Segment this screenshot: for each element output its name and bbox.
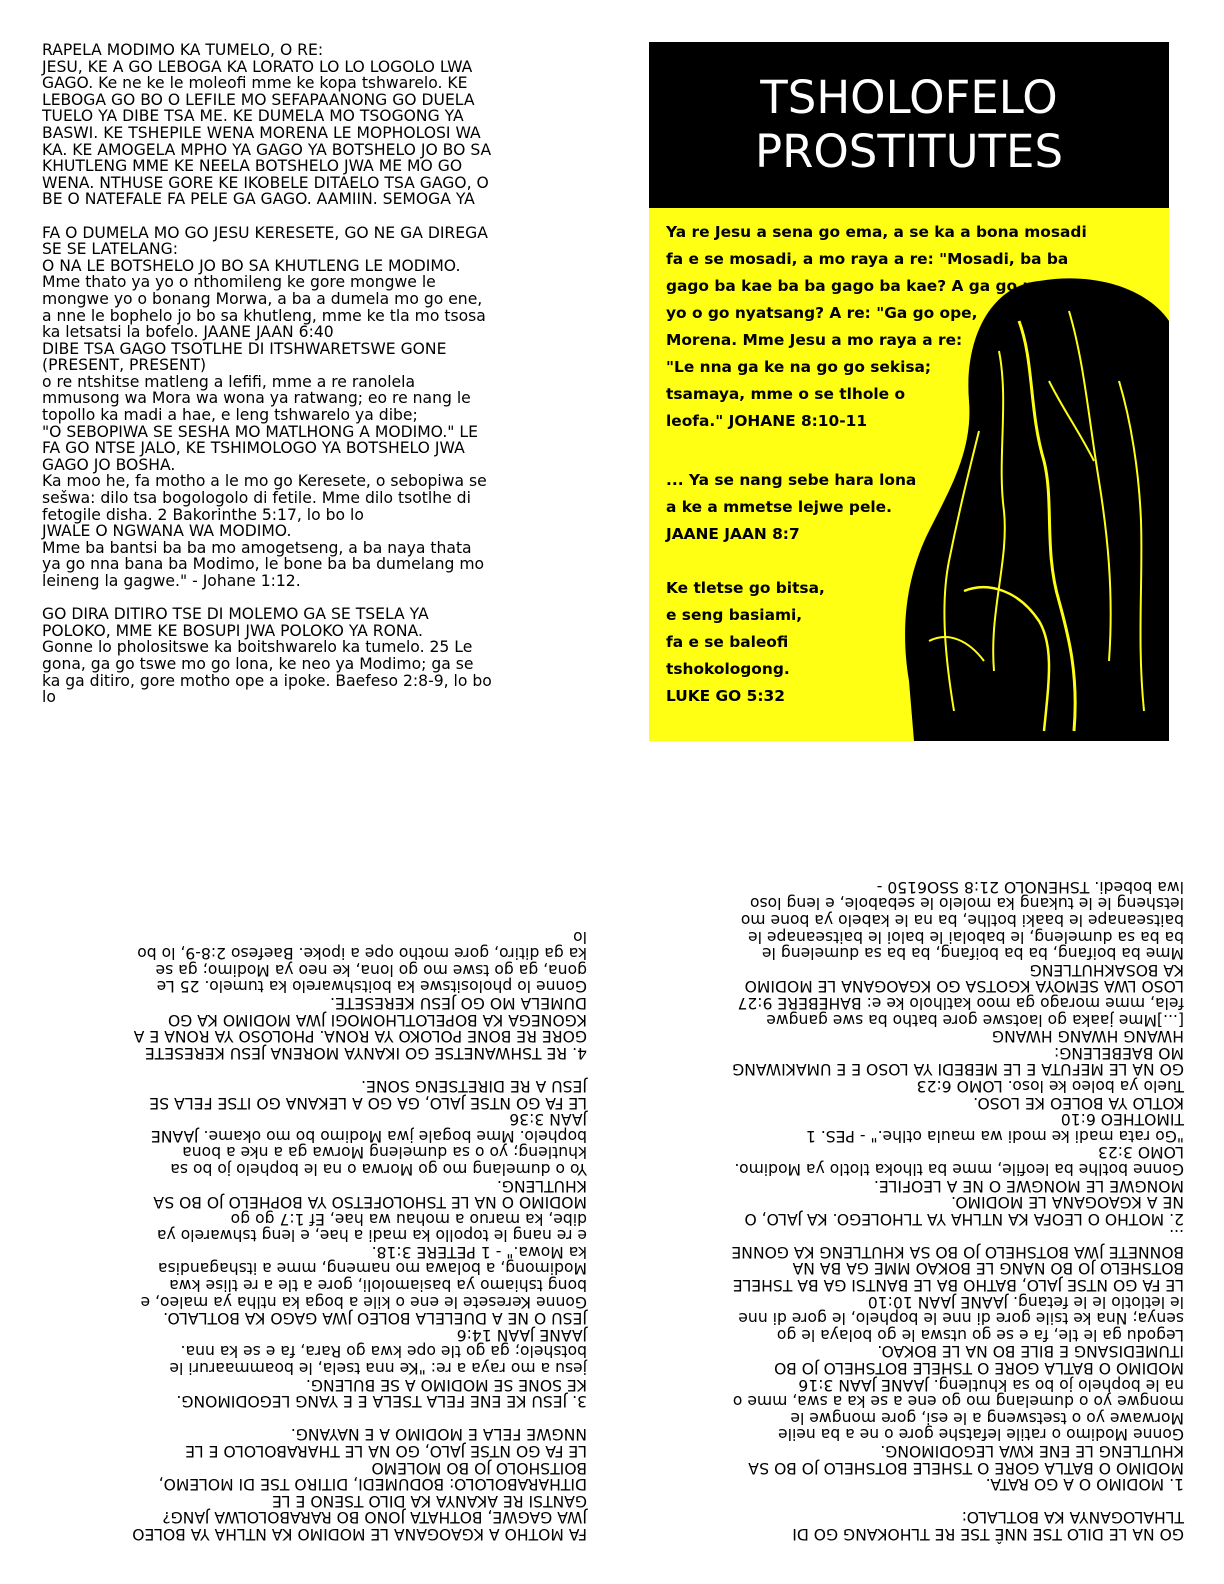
- four-truths-text: GO NA LE DILO TSE NNÊ TSE RE TLHOKANG GO DI TLHALOGANYA KA BOTLALO: 1. MODIMO O A GO RATA. MODIMO O BATLA GORE O TSHELE BOTSHELO JO BO SA KHUTLENG LE ENE KWA LEGODIMONG. Gonne Modimo o ratile lefatshe gore o ne a ba neile Morwawe yo o tsetsweng a le esi, gore mongwe le mongwe yo o dumelang mo go ene a se ka a swa, mme o na le bophelo jo bo sa khutleng. JAANE JAAN 3:16 MODIMO O BATLA GORE O TSHELE BOTSHELO JO BO ITUMEDISANG E BILE BO NA LE BOKAO. Legodu ga le tle, fa e se go utswa le go bolaya le go senya; Nna ke tsile gore di nne le bophelo, le gore di nne le letlotlo le le fetang. JAANE JAAN 10:10 LE FA GO NTSE JALO, BATHO BA LE BANTSI GA BA TSHELE BOTSHELO JO BO NANG LE BOKAO MME GA BA NA BONNETE JWA BOTSHELO JO BO SA KHUTLENG KA GONNE ... 2. MOTHO O LEOFA KA NTLHA YA TLHOLEGO. KA JALO, O NE A KGAOGANA LE MODIMO. MONGWE LE MONGWE O NE A LEOFILE. Gonne botlhe ba leofile, mme ba tlhoka tlotlo ya Modimo. LOMO 3:23 "Go rata madi ke modi wa maula otlhe." - PES. 1 TIMOTHEO 6:10 KOTLO YA BOLEO KE LOSO. Tuelo ya boleo ke loso. LOMO 6:23 GO NA LE MEFUTA E LE MEBEDI YA LOSO E E UMAKIWANG MO BAEBELENG: HWANG HWANG HWANG [...]Mme jaaka go laotswe gore batho ba swe gangwe fela, mme morago ga moo katlholo ke e: BAHEBERE 9:27 LOSO LWA SEMOYA KGOTSA GO KGAOGANA LE MODIMO KA BOSAKHUTLENG Mme ba boifang, ba ba boifang, ba ba sa dumeleng le ba ba sa dumeleng, le babolai le baloi le baitseanape le baitseanape le baaki botlhe, ba na le kabelo ya bone mo letsheng le le tukang ka molelo le sebabole, e leng loso lwa bobedi. TSHENOLO 21:8 SSO6150 -: [731, 877, 1184, 1543]
- cover-title-line-1: TSHOLOFELO: [760, 71, 1058, 124]
- cover-title-line-2: PROSTITUTES: [754, 125, 1064, 178]
- cover-panel: [649, 42, 1169, 741]
- cover-quote-luke-5-32: Ke tletse go bitsa, e seng basiami, fa e se baleofi tshokologong. LUKE GO 5:32: [666, 579, 825, 705]
- prayer-and-assurance-text: RAPELA MODIMO KA TUMELO, O RE: JESU, KE A GO LEBOGA KA LORATO LO LO LOGOLO LWA GAGO. Ke ne ke le moleofi mme ke kopa tshwarelo. KE LEBOGA GO BO O LEFILE MO SEFAPAANONG GO DUELA TUELO YA DIBE TSA ME. KE DUMELA MO TSOGONG YA BASWI. KE TSHEPILE WENA MORENA LE MOPHOLOSI WA KA. KE AMOGELA MPHO YA GAGO YA BOTSHELO JO BO SA KHUTLENG MME KE NEELA BOTSHELO JWA ME MO GO WENA. NTHUSE GORE KE IKOBELE DITAELO TSA GAGO, O BE O NATEFALE FA PELE GA GAGO. AAMIIN. SEMOGA YA FA O DUMELA MO GO JESU KERESETE, GO NE GA DIREGA SE SE LATELANG: O NA LE BOTSHELO JO BO SA KHUTLENG LE MODIMO. Mme thato ya yo o nthomileng ke gore mongwe le mongwe yo o bonang Morwa, a ba a dumela mo go ene, a nne le bophelo jo bo sa khutleng, mme ke tla mo tsosa ka letsatsi la bofelo. JAANE JAAN 6:40 DIBE TSA GAGO TSOTLHE DI ITSHWARETSWE GONE (PRESENT, PRESENT) o re ntshitse matleng a lefifi, mme a re ranolela mmusong wa Mora wa wona ya ratwang; eo re nang le topollo ka madi a hae, e leng tshwarelo ya dibe; "O SEBOPIWA SE SESHA MO MATLHONG A MODIMO." LE FA GO NTSE JALO, KE TSHIMOLOGO YA BOTSHELO JWA GAGO JO BOSHA. Ka moo he, fa motho a le mo go Keresete, o sebopiwa se sešwa: dilo tsa bogologolo di fetile. Mme dilo tsotlhe di fetogile disha. 2 Bakorinthe 5:17, lo bo lo JWALE O NGWANA WA MODIMO. Mme ba bantsi ba ba mo amogetseng, a ba naya thata ya go nna bana ba Modimo, le bone ba ba dumelang mo leineng la gagwe." - Johane 1:12. GO DIRA DITIRO TSE DI MOLEMO GA SE TSELA YA POLOKO, MME KE BOSUPI JWA POLOKO YA RONA. Gonne lo pholositswe ka boitshwarelo ka tumelo. 25 Le gona, ga go tswe mo go lona, ke neo ya Modimo; ga se ka ga ditiro, gore motho ope a ipoke. Baefeso 2:8-9, lo bo lo: [42, 41, 492, 707]
- cover-quote-area: [649, 208, 1169, 741]
- upside-down-panel-left: [42, 826, 587, 1542]
- cover-quote-john-8-10: Ya re Jesu a sena go ema, a se ka a bona mosadi fa e se mosadi, a mo raya a re: "Mosadi, ba ba gago ba kae ba ba gago ba kae? A ga go na ope yo o go nyatsang? A re: "Ga go ope, Morena. Mme Jesu a mo raya a re: "Le nna ga ke na go go sekisa; tsamaya, mme o se tlhole o leofa." JOHANE 8:10-11: [666, 223, 1087, 430]
- solution-steps-text: FA MOTHO A KGAOGANA LE MODIMO KA NTLHA YA BOLEO JWA GAGWE, BOTHATA JONO BO RARABOLOLWA JANG? GANTSI RE AKANYA KA DILO TSENO E LE DITHARABOLOLO: BODUMEDI, DITIRO TSE DI MOLEMO, BOITSHOLO JO BO MOLEMO LE FA GO NTSE JALO, GO NA LE THARABOLOLO E LE NNGWE FELA E MODIMO A E NAYANG. 3. JESU KE ENE FELA TSELA E E YANG LEGODIMONG. KE SONE SE MODIMO A SE BULENG. jesu a mo raya a re: "Ke nna tsela, le boammaaruri le botshelo; ga go tle ope kwa go Rara, fa e se ka nna. JAANE JAAN 14:6 JESU O NE A DUELELA BOLEO JWA GAGO KA BOTLALO. Gonne Keresete le ene o kile a boga ka ntlha ya maleo, e bong tshiamo ya basiamololi, gore a tle a re tlise kwa Modimong, a bolawa mo nameng, mme a itshagandisa ka Mowa." - 1 PETERE 3:18. e re nang le topollo ka madi a hae, e leng tshwarelo ya dibe, ka maruo a mohau wa hae, Ef 1:7 go go MODIMO O NA LE TSHOLOFETSO YA BOPHELO JO BO SA KHUTLENG. Yo o dumelang mo go Morwa o na le bophelo jo bo sa khutleng; yo o sa dumeleng Morwa ga a nke a bona bophelo. Mme bogale jwa Modimo bo mo okame. JAANE JAAN 3:36 LE FA GO NTSE JALO, GA GO A LEKANA GO ITSE FELA SE JESU A RE DIRETSENG SONE. 4. RE TSHWANETSE GO IKANYA MORENA JESU KERESETE GORE RE BONE POLOKO YA RONA. PHOLOSO YA RONA E A KGONEGA KA BOPELOTLHOMOGI JWA MODIMO KA GO DUMELA MO GO JESU KERESETE. Gonne lo pholositswe ka boitshwarelo ka tumelo. 25 Le gona, ga go tswe mo go lona, ke neo ya Modimo; ga se ka ga ditiro, gore motho ope a ipoke. Baefeso 2:8-9, lo bo lo: [132, 927, 587, 1543]
- cover-quote-john-8-7: ... Ya se nang sebe hara lona a ke a mmetse lejwe pele. JAANE JAAN 8:7: [666, 471, 917, 543]
- upside-down-panel-right: [649, 826, 1184, 1542]
- cover-title-block: [649, 42, 1169, 208]
